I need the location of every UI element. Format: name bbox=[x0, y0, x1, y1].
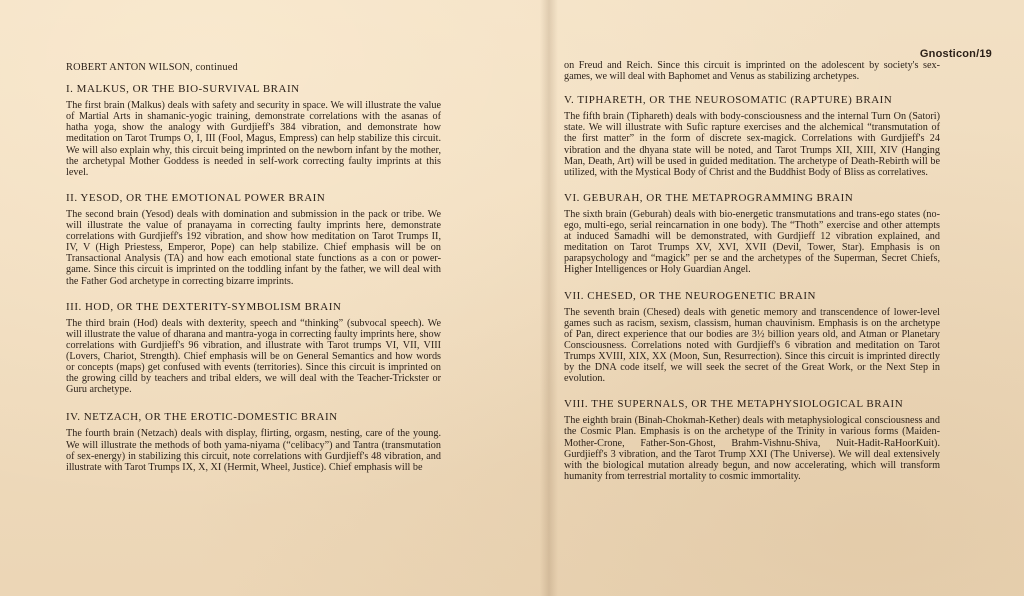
section-body: The first brain (Malkus) deals with safety and security in space. We will illustrate the value of Martial Arts in shamanic-yogic training, demonstrate correlations with the asanas of hatha yoga, show the analogy with Gurdjieff's 384 vibration, and demonstrate how meditation on Tarot Trumps O, I, III (Fool, Magus, Empress) can help stabilize this circuit. We will also explain why, this circuit being imprinted on the newborn infant by the mother, the archetypal Mother Goddess is needed in self-work correcting faulty imprints at this level. bbox=[66, 100, 441, 178]
section-heading: VII. CHESED, OR THE NEUROGENETIC BRAIN bbox=[564, 289, 816, 302]
section-body: The fourth brain (Netzach) deals with display, flirting, orgasm, nesting, care of the young. We will illustrate the methods of both yama-niyama (“celibacy”) and Tantra (transmutation of sex-energy) in stabilizing this circuit, note correlations with Gurdjieff's 48 vibration, and illustrate with Tarot Trumps IX, X, XI (Hermit, Wheel, Justice). Chief emphasis will be bbox=[66, 428, 441, 473]
section-heading: III. HOD, OR THE DEXTERITY-SYMBOLISM BRAIN bbox=[66, 300, 342, 313]
section-tiphareth bbox=[564, 95, 940, 178]
section-body: The fifth brain (Tiphareth) deals with body-consciousness and the internal Turn On (Satori) state. We will illustrate with Sufic rapture exercises and the alchemical “transmutation of the first matter” in the form of discrete sex-magick. Correlations with Gurdjieff's 24 vibration and the dhyana state will be noted, and Tarot Trumps XII, XIII, XIV (Hanging Man, Death, Art) will be used in guided meditation. The archetype of Death-Rebirth will be utilized, with the Mystical Body of Christ and the Buddhist Body of Bliss as correlatives. bbox=[564, 111, 940, 178]
section-supernals bbox=[564, 399, 940, 482]
section-heading: I. MALKUS, OR THE BIO-SURVIVAL BRAIN bbox=[66, 83, 300, 96]
section-heading: IV. NETZACH, OR THE EROTIC-DOMESTIC BRAIN bbox=[66, 411, 338, 424]
section-body: The third brain (Hod) deals with dexterity, speech and “thinking” (subvocal speech). We will illustrate the value of dharana and mantra-yoga in correcting faulty imprints here, show correlations with Gurdjieff's 96 vibration, and illustrate with Tarot trumps VI, VII, VIII (Lovers, Chariot, Strength). Chief emphasis will be on General Semantics and how words or concepts (maps) get confused with events (territories). Since this circuit is imprinted on the growing cilld by teachers and tribal elders, we will deal with the Teacher-Trickster or Guru archetype. bbox=[66, 317, 441, 396]
section-body: The eighth brain (Binah-Chokmah-Kether) deals with metaphysiological consciousness and the Cosmic Plan. Emphasis is on the archetype of the Trinity in various forms (Maiden-Mother-Crone, Father-Son-Ghost, Brahm-Vishnu-Shiva, Nuit-Hadit-RaHoorKuit). Gurdjieff's 3 vibration, and the Tarot Trump XXI (The Universe). We will deal extensively with the biological mutation already begun, and now accelerating, which will transform humanity from terrestrial mortality to cosmic immortality. bbox=[564, 415, 940, 482]
continued-label: ROBERT ANTON WILSON, continued bbox=[66, 62, 238, 73]
page-fold-shadow bbox=[540, 0, 558, 596]
section-heading: VI. GEBURAH, OR THE METAPROGRAMMING BRAIN bbox=[564, 191, 854, 204]
section-heading: II. YESOD, OR THE EMOTIONAL POWER BRAIN bbox=[66, 191, 326, 204]
section-body: The second brain (Yesod) deals with domination and submission in the pack or tribe. We will illustrate the value of pranayama in correcting faulty imprints here, demonstrate correlations with Gurdjieff's 192 vibration, and show how meditation on Tarot Trumps II, IV, V (High Priestess, Emperor, Pope) can help stabilize. Chief emphasis will be on Transactional Analysis (TA) and how each emotional state functions as a con or power-game. Since this circuit is imprinted on the toddling infant by the father, we will deal with the Father God archetype in correcting bizarre imprints. bbox=[66, 208, 441, 287]
right-column bbox=[564, 60, 940, 497]
section-body: The seventh brain (Chesed) deals with genetic memory and transcendence of lower-level games such as racism, sexism, classism, human chauvinism. Emphasis is on the archetype of Pan, direct experience that our bodies are 3½ billion years old, and Atman or Planetary Consciousness. Correlations noted with Gurdjieff's 6 vibration and meditation on Tarot Trumps XVIII, XIX, XX (Moon, Sun, Resurrection). Since this circuit is imprinted directly by the DNA code itself, we will seek the secret of the Great Work, or the Next Step in evolution. bbox=[564, 306, 940, 385]
section-yesod bbox=[66, 193, 441, 287]
section-malkus bbox=[66, 84, 441, 178]
left-column bbox=[66, 62, 441, 488]
carryover-paragraph: on Freud and Reich. Since this circuit is imprinted on the adolescent by society's sex-games, we will deal with Baphomet and Venus as stabilizing archetypes. bbox=[564, 60, 940, 83]
running-header: Gnosticon/19 bbox=[919, 48, 992, 60]
section-chesed bbox=[564, 291, 940, 385]
section-heading: V. TIPHARETH, OR THE NEUROSOMATIC (RAPTURE) BRAIN bbox=[564, 94, 893, 107]
section-heading: VIII. THE SUPERNALS, OR THE METAPHYSIOLOGICAL BRAIN bbox=[564, 398, 904, 411]
section-geburah bbox=[564, 193, 940, 276]
section-hod bbox=[66, 302, 441, 396]
section-netzach bbox=[66, 412, 441, 472]
section-body: The sixth brain (Geburah) deals with bio-energetic transmutations and trans-ego states (no-ego, multi-ego, serial reincarnation in one body). The “Thoth” exercise and other attempts at induced Samadhi will be demonstrated, with Gurdjieff 12 vibration explained, and meditation on Tarot Trumps XV, XVI, XVII (Devil, Tower, Star). Emphasis is on parapsychology and “magick” per se and the archetypes of the Superman, Secret Chiefs, Higher Intelligences or Holy Guardian Angel. bbox=[564, 208, 940, 276]
